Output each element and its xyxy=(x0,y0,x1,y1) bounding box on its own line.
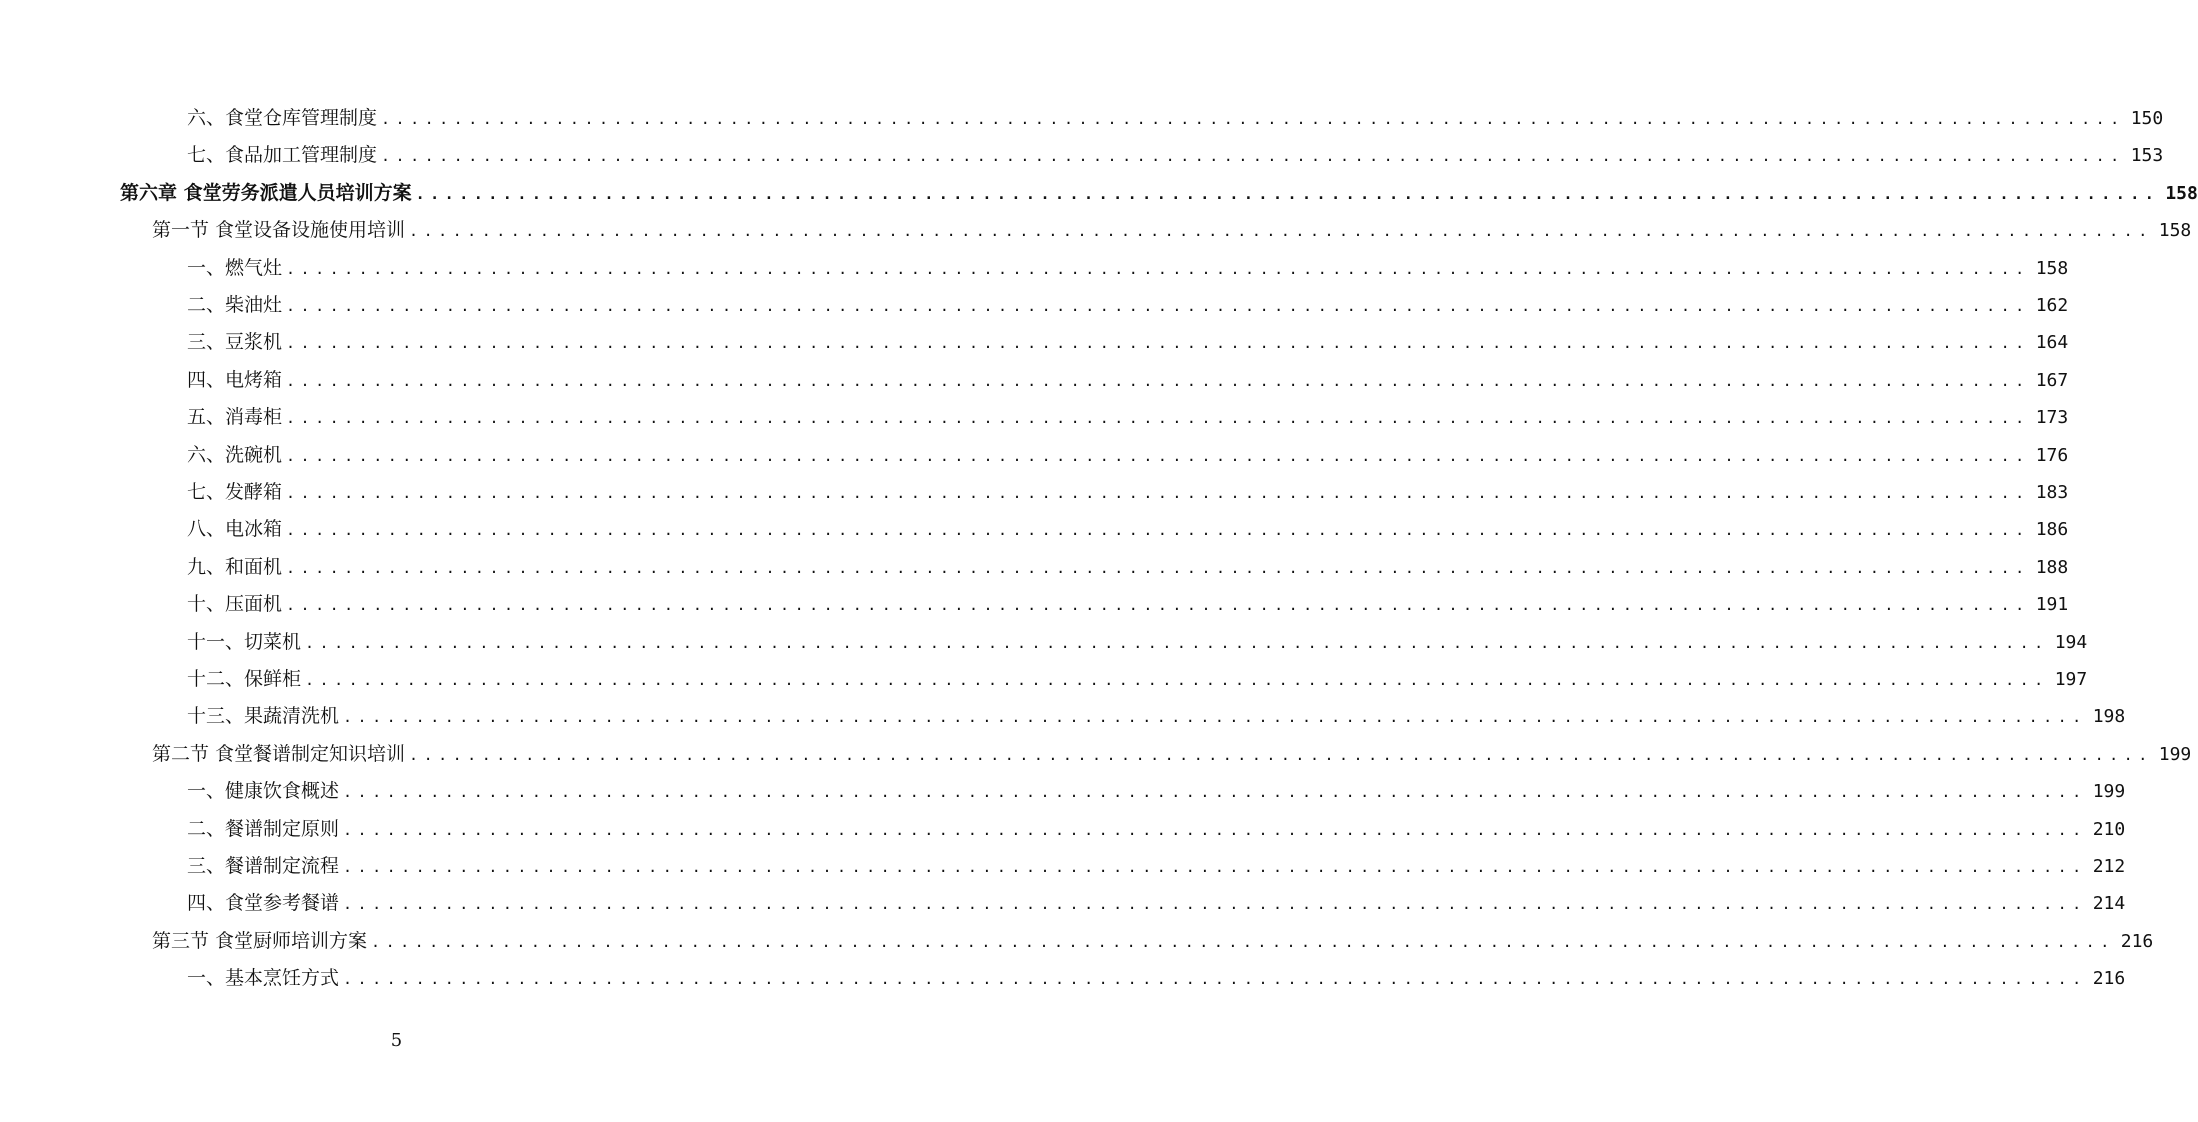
toc-dot-leader: ........................................................................................................................ xyxy=(415,185,2160,203)
toc-entry-page-number: 167 xyxy=(2035,370,2069,391)
toc-entry-title: 八、电冰箱 xyxy=(187,518,283,540)
toc-entry-page-number: 153 xyxy=(2130,145,2164,166)
toc-entry-section[interactable] xyxy=(152,212,2192,249)
toc-dot-leader: ........................................................................................................................ xyxy=(381,147,2125,165)
toc-entry-page-number: 158 xyxy=(2035,258,2069,279)
toc-entry-item[interactable] xyxy=(187,287,2069,324)
toc-dot-leader: ........................................................................................................................ xyxy=(286,334,2030,352)
toc-dot-leader: ........................................................................................................................ xyxy=(286,484,2030,502)
toc-entry-title: 一、健康饮食概述 xyxy=(187,780,340,802)
toc-entry-page-number: 199 xyxy=(2158,744,2192,765)
toc-entry-item[interactable] xyxy=(187,437,2069,474)
toc-entry-item[interactable] xyxy=(187,624,2088,661)
toc-entry-item[interactable] xyxy=(187,549,2069,586)
toc-dot-leader: ........................................................................................................................ xyxy=(286,447,2030,465)
toc-entry-page-number: 186 xyxy=(2035,519,2069,540)
toc-entry-title: 五、消毒柜 xyxy=(187,406,283,428)
toc-dot-leader: ........................................................................................................................ xyxy=(343,821,2087,839)
toc-entry-title: 九、和面机 xyxy=(187,556,283,578)
toc-entry-item[interactable] xyxy=(187,773,2126,810)
toc-dot-leader: ........................................................................................................................ xyxy=(343,970,2087,988)
page-number: 5 xyxy=(390,1030,403,1051)
toc-entry-title: 六、食堂仓库管理制度 xyxy=(187,107,378,129)
toc-entry-page-number: 158 xyxy=(2165,183,2198,204)
toc-entry-title: 第二节 食堂餐谱制定知识培训 xyxy=(152,743,406,765)
toc-entry-page-number: 197 xyxy=(2054,669,2088,690)
toc-entry-title: 十、压面机 xyxy=(187,593,283,615)
toc-dot-leader: ........................................................................................................................ xyxy=(409,222,2153,240)
toc-entry-page-number: 216 xyxy=(2120,931,2154,952)
toc-entry-title: 十三、果蔬清洗机 xyxy=(187,705,340,727)
toc-dot-leader: ........................................................................................................................ xyxy=(343,895,2087,913)
toc-entry-item[interactable] xyxy=(187,399,2069,436)
toc-entry-page-number: 210 xyxy=(2092,819,2126,840)
toc-entry-page-number: 173 xyxy=(2035,407,2069,428)
toc-entry-title: 四、食堂参考餐谱 xyxy=(187,892,340,914)
toc-entry-title: 三、豆浆机 xyxy=(187,331,283,353)
toc-dot-leader: ........................................................................................................................ xyxy=(286,521,2030,539)
toc-entry-item[interactable] xyxy=(187,511,2069,548)
toc-entry-item[interactable] xyxy=(187,250,2069,287)
toc-dot-leader: ........................................................................................................................ xyxy=(286,260,2030,278)
toc-entry-page-number: 214 xyxy=(2092,893,2126,914)
toc-entry-title: 第一节 食堂设备设施使用培训 xyxy=(152,219,406,241)
toc-entry-title: 十一、切菜机 xyxy=(187,631,302,653)
toc-dot-leader: ........................................................................................................................ xyxy=(409,746,2153,764)
toc-entry-item[interactable] xyxy=(187,362,2069,399)
toc-entry-item[interactable] xyxy=(187,885,2126,922)
toc-entry-section[interactable] xyxy=(152,923,2154,960)
toc-entry-title: 第三节 食堂厨师培训方案 xyxy=(152,930,368,952)
toc-entry-page-number: 191 xyxy=(2035,594,2069,615)
toc-entry-item[interactable] xyxy=(187,586,2069,623)
toc-entry-page-number: 188 xyxy=(2035,557,2069,578)
toc-entry-item[interactable] xyxy=(187,474,2069,511)
toc-entry-title: 二、餐谱制定原则 xyxy=(187,818,340,840)
toc-entry-chapter[interactable] xyxy=(120,175,2198,212)
toc-dot-leader: ........................................................................................................................ xyxy=(286,409,2030,427)
toc-entry-item[interactable] xyxy=(187,100,2164,137)
toc-entry-page-number: 216 xyxy=(2092,968,2126,989)
toc-entry-title: 十二、保鲜柜 xyxy=(187,668,302,690)
toc-entry-title: 一、基本烹饪方式 xyxy=(187,967,340,989)
toc-dot-leader: ........................................................................................................................ xyxy=(343,783,2087,801)
toc-entry-title: 六、洗碗机 xyxy=(187,444,283,466)
toc-dot-leader: ........................................................................................................................ xyxy=(371,933,2115,951)
toc-dot-leader: ........................................................................................................................ xyxy=(305,671,2049,689)
toc-entry-page-number: 212 xyxy=(2092,856,2126,877)
toc-entry-title: 一、燃气灶 xyxy=(187,257,283,279)
toc-dot-leader: ........................................................................................................................ xyxy=(286,372,2030,390)
toc-dot-leader: ........................................................................................................................ xyxy=(305,634,2049,652)
toc-entry-page-number: 194 xyxy=(2054,632,2088,653)
toc-entry-title: 第六章 食堂劳务派遣人员培训方案 xyxy=(120,182,412,204)
toc-entry-title: 四、电烤箱 xyxy=(187,369,283,391)
toc-entry-item[interactable] xyxy=(187,811,2126,848)
toc-dot-leader: ........................................................................................................................ xyxy=(343,858,2087,876)
toc-entry-item[interactable] xyxy=(187,137,2164,174)
toc-dot-leader: ........................................................................................................................ xyxy=(343,708,2087,726)
toc-entry-section[interactable] xyxy=(152,736,2192,773)
toc-entry-page-number: 162 xyxy=(2035,295,2069,316)
toc-entry-item[interactable] xyxy=(187,960,2126,997)
toc-entry-page-number: 150 xyxy=(2130,108,2164,129)
toc-entry-page-number: 183 xyxy=(2035,482,2069,503)
toc-entry-title: 七、食品加工管理制度 xyxy=(187,144,378,166)
toc-entry-page-number: 199 xyxy=(2092,781,2126,802)
toc-entry-page-number: 176 xyxy=(2035,445,2069,466)
toc-entry-page-number: 164 xyxy=(2035,332,2069,353)
toc-dot-leader: ........................................................................................................................ xyxy=(286,297,2030,315)
toc-entry-item[interactable] xyxy=(187,698,2126,735)
toc-entry-item[interactable] xyxy=(187,661,2088,698)
toc-entry-page-number: 158 xyxy=(2158,220,2192,241)
toc-entry-item[interactable] xyxy=(187,848,2126,885)
toc-entry-item[interactable] xyxy=(187,324,2069,361)
toc-entry-page-number: 198 xyxy=(2092,706,2126,727)
toc-dot-leader: ........................................................................................................................ xyxy=(381,110,2125,128)
toc-dot-leader: ........................................................................................................................ xyxy=(286,596,2030,614)
toc-entry-title: 三、餐谱制定流程 xyxy=(187,855,340,877)
toc-entry-title: 二、柴油灶 xyxy=(187,294,283,316)
toc-entry-title: 七、发酵箱 xyxy=(187,481,283,503)
toc-dot-leader: ........................................................................................................................ xyxy=(286,559,2030,577)
